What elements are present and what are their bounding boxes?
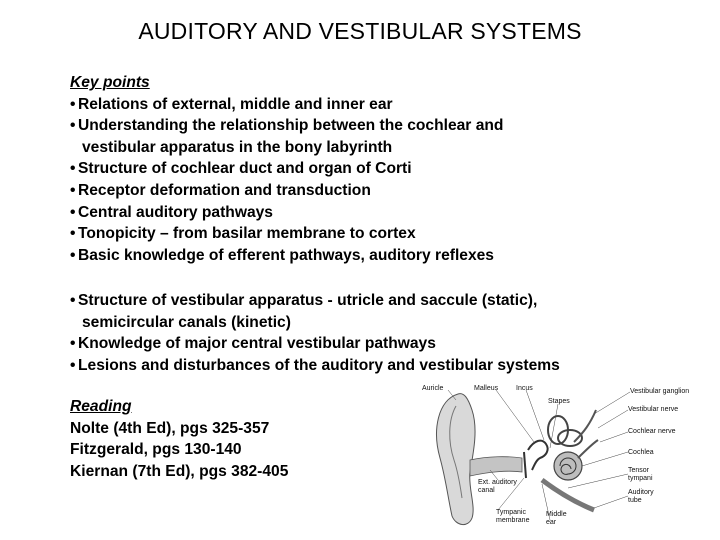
label-middle-ear: Middle [546, 511, 567, 518]
list-item-text: Relations of external, middle and inner ear [78, 95, 393, 113]
label-cochlea: Cochlea [628, 449, 654, 456]
list-item [70, 180, 503, 202]
reading-section [70, 396, 288, 482]
list-item [70, 355, 560, 377]
list-item-text: Basic knowledge of efferent pathways, auditory reflexes [78, 246, 494, 264]
label-stapes: Stapes [548, 398, 570, 405]
list-item-text: Structure of cochlear duct and organ of Corti [78, 160, 412, 178]
bullet-mark: • [70, 160, 76, 178]
vestibular-points-section [70, 290, 560, 376]
label-auditory-tube: Auditory [628, 489, 654, 496]
label-vestibular-nerve: Vestibular nerve [628, 406, 679, 413]
label-auricle: Auricle [422, 385, 444, 392]
list-item-continuation: vestibular apparatus in the bony labyrinth [82, 138, 393, 156]
list-item-continuation: semicircular canals (kinetic) [82, 313, 291, 331]
key-points-heading: Key points [70, 74, 150, 91]
auditory-tube-shape [542, 480, 594, 510]
list-item [70, 158, 503, 180]
reading-item: Kiernan (7th Ed), pgs 382-405 [70, 462, 289, 480]
label-middle-ear: ear [546, 519, 557, 526]
nerve-shape [574, 410, 596, 442]
bullet-mark: • [70, 356, 76, 374]
ear-canal-shape [470, 457, 522, 476]
bullet-mark: • [70, 181, 76, 199]
bullet-mark: • [70, 335, 76, 353]
list-item [70, 333, 560, 355]
list-item [70, 290, 560, 312]
bullet-mark: • [70, 203, 76, 221]
list-item-text: Central auditory pathways [78, 203, 273, 221]
label-tympanic-membrane: Tympanic [496, 509, 526, 516]
key-points-section [70, 72, 503, 266]
label-vestibular-ganglion: Vestibular ganglion [630, 388, 690, 395]
bullet-mark: • [70, 225, 76, 243]
list-item-text: Lesions and disturbances of the auditory and vestibular systems [78, 356, 560, 374]
bullet-mark: • [70, 95, 76, 113]
auricle-shape [437, 394, 475, 525]
list-item [70, 94, 503, 116]
ear-anatomy-figure [418, 380, 718, 532]
list-item [70, 202, 503, 224]
list-item-text: Receptor deformation and transduction [78, 181, 371, 199]
list-item-text: Structure of vestibular apparatus - utricle and saccule (static), [78, 292, 538, 309]
list-item [70, 115, 503, 137]
cochlea-shape [554, 452, 582, 480]
tympanic-membrane-shape [524, 452, 526, 478]
bullet-mark: • [70, 246, 76, 264]
leader-lines [448, 390, 630, 520]
list-item-text: Understanding the relationship between the cochlear and [78, 117, 504, 135]
reading-item: Fitzgerald, pgs 130-140 [70, 441, 242, 459]
list-item-text: Tonopicity – from basilar membrane to cortex [78, 225, 416, 243]
label-cochlear-nerve: Cochlear nerve [628, 428, 676, 435]
ossicles-shape [528, 441, 548, 470]
label-ext-auditory-canal: Ext. auditory [478, 479, 517, 486]
reading-heading: Reading [70, 398, 132, 415]
label-tensor-tympani: tympani [628, 475, 653, 482]
list-item [70, 223, 503, 245]
list-item [70, 245, 503, 267]
list-item-text: Knowledge of major central vestibular pathways [78, 335, 436, 353]
bullet-mark: • [70, 292, 76, 309]
bullet-mark: • [70, 117, 76, 135]
label-incus: Incus [516, 385, 533, 392]
label-tympanic-membrane: membrane [496, 517, 530, 524]
label-tensor-tympani: Tensor [628, 467, 650, 474]
page-title: AUDITORY AND VESTIBULAR SYSTEMS [138, 18, 582, 44]
label-ext-auditory-canal: canal [478, 487, 495, 494]
label-auditory-tube: tube [628, 497, 642, 504]
label-malleus: Malleus [474, 385, 499, 392]
reading-item: Nolte (4th Ed), pgs 325-357 [70, 419, 270, 437]
